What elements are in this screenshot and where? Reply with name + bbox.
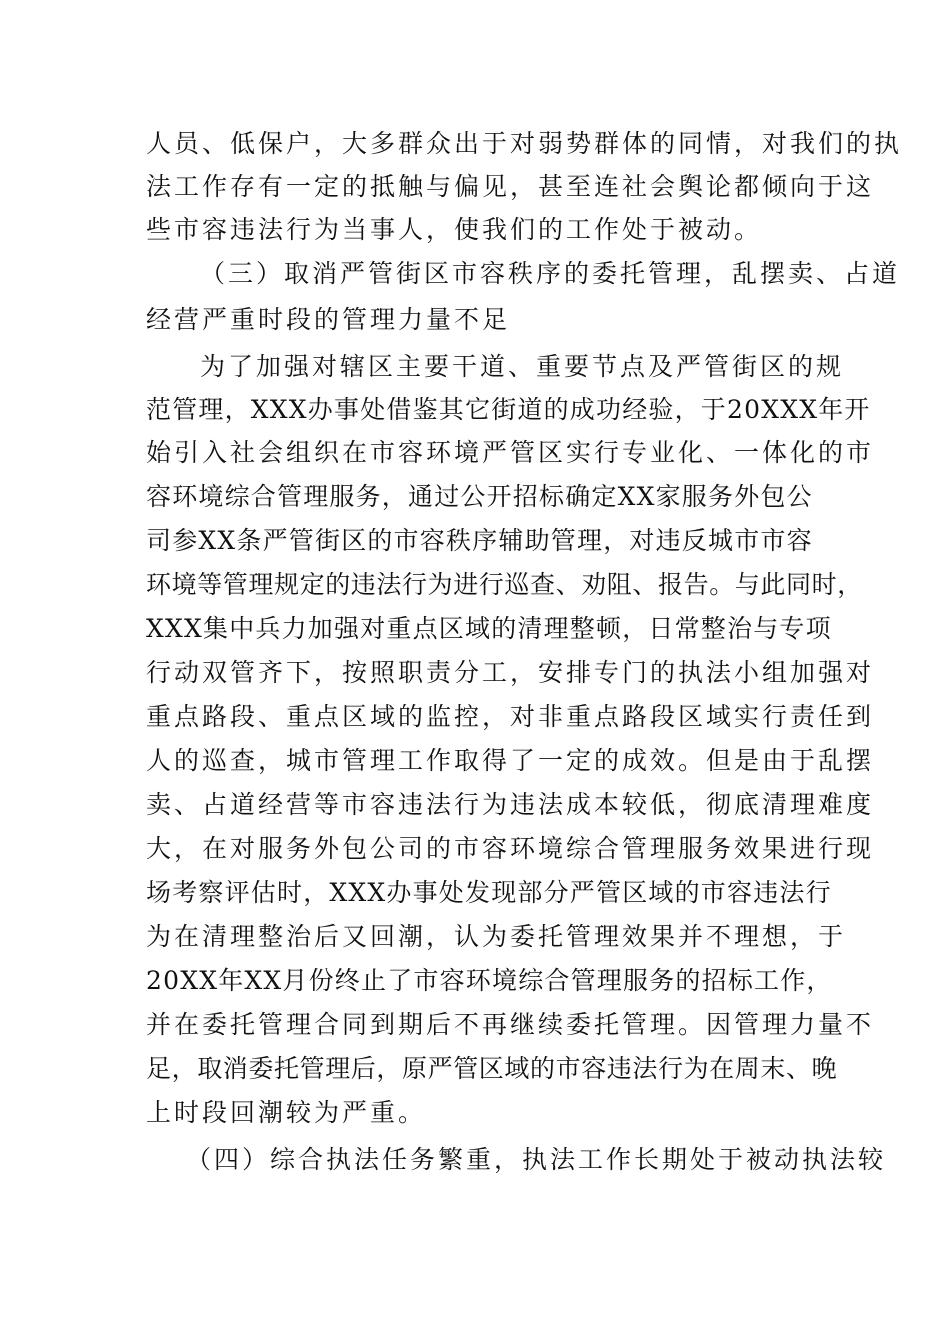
section-heading-3-continued: 经营严重时段的管理力量不足 <box>146 305 511 334</box>
body-text-line: 为在清理整治后又回潮，认为委托管理效果并不理想，于 <box>146 922 847 951</box>
body-text-line: 场考察评估时，XXX办事处发现部分严管区域的市容违法行 <box>146 878 832 907</box>
body-text-line: 人的巡查，城市管理工作取得了一定的成效。但是由于乱摆 <box>146 746 875 775</box>
body-text-line: 法工作存有一定的抵触与偏见，甚至连社会舆论都倾向于这 <box>146 172 875 201</box>
body-text-line: 并在委托管理合同到期后不再继续委托管理。因管理力量不 <box>146 1010 875 1039</box>
body-text-line: XXX集中兵力加强对重点区域的清理整顿，日常整治与专项 <box>146 614 832 643</box>
body-text-line: 上时段回潮较为严重。 <box>146 1098 427 1127</box>
body-text-line: 重点路段、重点区域的监控，对非重点路段区域实行责任到 <box>146 702 875 731</box>
body-text-line: 容环境综合管理服务，通过公开招标确定XX家服务外包公 <box>146 482 813 511</box>
body-text-line: 卖、占道经营等市容违法行为违法成本较低，彻底清理难度 <box>146 790 875 819</box>
body-text-line: 始引入社会组织在市容环境严管区实行专业化、一体化的市 <box>146 438 875 467</box>
body-text-line: 足，取消委托管理后，原严管区域的市容违法行为在周末、晚 <box>146 1054 838 1083</box>
body-text-line: 司参XX条严管街区的市容秩序辅助管理，对违反城市市容 <box>146 526 813 555</box>
body-text-line: 人员、低保户，大多群众出于对弱势群体的同情，对我们的执 <box>146 129 903 158</box>
body-text-line: 大，在对服务外包公司的市容环境综合管理服务效果进行现 <box>146 834 875 863</box>
section-heading-4: （四）综合执法任务繁重，执法工作长期处于被动执法较 <box>186 1145 887 1174</box>
body-text-line: 行动双管齐下，按照职责分工，安排专门的执法小组加强对 <box>146 658 875 687</box>
body-text-line: 20XX年XX月份终止了市容环境综合管理服务的招标工作， <box>146 966 833 995</box>
paragraph-first-line: 为了加强对辖区主要干道、重要节点及严管街区的规 <box>200 352 845 381</box>
section-heading-3: （三）取消严管街区市容秩序的委托管理，乱摆卖、占道 <box>200 259 901 288</box>
body-text-line: 些市容违法行为当事人，使我们的工作处于被动。 <box>146 215 763 244</box>
body-text-line: 环境等管理规定的违法行为进行巡查、劝阻、报告。与此同时， <box>146 570 863 599</box>
body-text-line: 范管理，XXX办事处借鉴其它街道的成功经验，于20XXX年开 <box>146 395 871 424</box>
